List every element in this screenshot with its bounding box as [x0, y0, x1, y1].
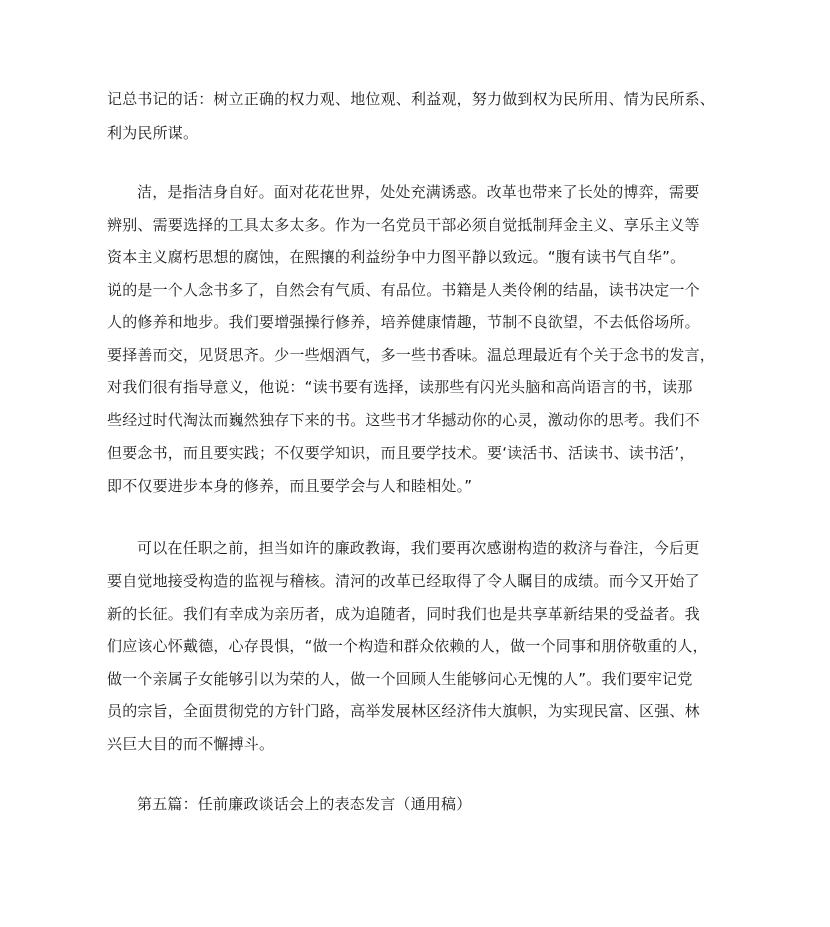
paragraph-2-line-1: 洁，是指洁身自好。面对花花世界，处处充满诱惑。改革也带来了长处的博弈，需要: [137, 183, 700, 201]
paragraph-3-line-2: 要自觉地接受构造的监视与稽核。清河的改革已经取得了令人瞩目的成绩。而今又开始了: [107, 572, 700, 590]
paragraph-2-line-10: 即不仅要进步本身的修养，而且要学会与人和睦相处。”: [107, 477, 473, 495]
paragraph-2-line-9: 但要念书，而且要实践；不仅要学知识，而且要学技术。要‘读活书、活读书、读书活’，: [107, 444, 695, 462]
paragraph-2-line-4: 说的是一个人念书多了，自然会有气质、有品位。书籍是人类伶俐的结晶，读书决定一个: [107, 281, 700, 299]
paragraph-3-line-1: 可以在任职之前，担当如许的廉政教诲，我们要再次感谢构造的救济与眷注，今后更: [137, 539, 700, 557]
paragraph-3-line-4: 们应该心怀戴德，心存畏惧，“做一个构造和群众依赖的人，做一个同事和朋侪敬重的人，: [107, 637, 708, 655]
paragraph-2-line-6: 要择善而交，见贤思齐。少一些烟酒气，多一些书香味。温总理最近有个关于念书的发言，: [107, 346, 716, 364]
paragraph-2-line-2: 辨别、需要选择的工具太多太多。作为一名党员干部必须自觉抵制拜金主义、享乐主义等: [107, 216, 700, 234]
paragraph-3-line-6: 员的宗旨，全面贯彻党的方针门路，高举发展林区经济伟大旗帜，为实现民富、区强、林: [107, 702, 700, 720]
paragraph-1-line-1: 记总书记的话：树立正确的权力观、地位观、利益观，努力做到权为民所用、情为民所系、: [107, 90, 716, 108]
paragraph-2-line-3: 资本主义腐朽思想的腐蚀，在熙攘的利益纷争中力图平静以致远。“腹有读书气自华”。: [107, 248, 686, 266]
section-heading: 第五篇：任前廉政谈话会上的表态发言（通用稿）: [137, 795, 472, 813]
paragraph-1-line-2: 利为民所谋。: [107, 124, 199, 142]
paragraph-2-line-8: 些经过时代淘汰而巍然独存下来的书。这些书才华撼动你的心灵，激动你的思考。我们不: [107, 411, 700, 429]
paragraph-2-line-7: 对我们很有指导意义，他说：“读书要有选择，读那些有闪光头脑和高尚语言的书，读那: [107, 378, 693, 396]
paragraph-3-line-5: 做一个亲属子女能够引以为荣的人，做一个回顾人生能够问心无愧的人”。我们要牢记党: [107, 670, 693, 688]
paragraph-3-line-7: 兴巨大目的而不懈搏斗。: [107, 735, 275, 753]
paragraph-2-line-5: 人的修养和地步。我们要增强操行修养，培养健康情趣，节制不良欲望，不去低俗场所。: [107, 313, 700, 331]
paragraph-3-line-3: 新的长征。我们有幸成为亲历者，成为追随者，同时我们也是共享革新结果的受益者。我: [107, 605, 700, 623]
